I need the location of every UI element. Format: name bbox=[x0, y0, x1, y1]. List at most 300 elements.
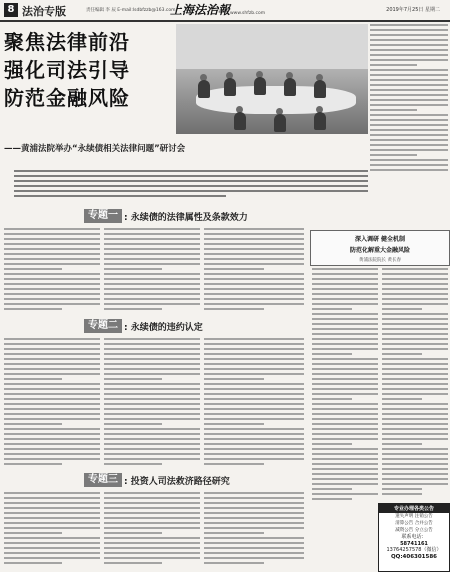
text-line bbox=[14, 190, 368, 192]
ad-qq: QQ:406301586 bbox=[391, 554, 437, 560]
text-line bbox=[204, 243, 304, 245]
sidebar-body-column bbox=[382, 268, 448, 500]
text-line bbox=[104, 527, 200, 529]
text-line bbox=[382, 333, 448, 335]
text-line bbox=[312, 458, 378, 460]
text-line bbox=[312, 303, 378, 305]
text-line bbox=[382, 448, 448, 450]
text-line bbox=[4, 512, 100, 514]
text-line bbox=[312, 498, 352, 500]
subheadline: ——黄浦法院举办“永续债相关法律问题”研讨会 bbox=[4, 144, 186, 154]
text-line bbox=[204, 562, 264, 564]
text-line bbox=[104, 448, 200, 450]
text-line bbox=[382, 353, 422, 355]
text-line bbox=[4, 542, 100, 544]
text-line bbox=[104, 398, 200, 400]
text-line bbox=[4, 507, 100, 509]
text-line bbox=[312, 378, 378, 380]
ad-line-1: 遗失声明 注销公告 bbox=[395, 514, 433, 519]
text-line bbox=[104, 343, 200, 345]
text-line bbox=[312, 353, 352, 355]
text-line bbox=[4, 233, 100, 235]
text-line bbox=[204, 378, 264, 380]
text-line bbox=[104, 388, 200, 390]
text-line bbox=[370, 44, 448, 46]
text-line bbox=[312, 438, 378, 440]
text-line bbox=[4, 443, 100, 445]
newspaper-name: 上海法治報 bbox=[170, 3, 231, 17]
text-line bbox=[382, 273, 448, 275]
text-line bbox=[4, 348, 100, 350]
text-line bbox=[104, 278, 200, 280]
text-line bbox=[204, 458, 304, 460]
text-line bbox=[382, 398, 422, 400]
text-line bbox=[370, 114, 448, 116]
text-line bbox=[4, 243, 100, 245]
text-line bbox=[382, 393, 448, 395]
topic-2-title: : 永续债的违约认定 bbox=[124, 322, 203, 333]
sidebar-title: 深入调研 健全机制 bbox=[354, 236, 406, 243]
text-line bbox=[382, 423, 448, 425]
text-line bbox=[104, 348, 200, 350]
text-line bbox=[204, 507, 304, 509]
meeting-photo bbox=[176, 24, 368, 134]
text-line bbox=[370, 104, 448, 106]
text-line bbox=[312, 403, 378, 405]
text-line bbox=[104, 522, 200, 524]
text-line bbox=[4, 253, 100, 255]
text-line bbox=[204, 492, 304, 494]
text-line bbox=[4, 338, 100, 340]
text-line bbox=[204, 248, 304, 250]
text-line bbox=[4, 308, 62, 310]
text-line bbox=[104, 288, 200, 290]
issue-date: 2019年7月25日 星期二 bbox=[386, 7, 440, 13]
text-line bbox=[4, 293, 100, 295]
text-line bbox=[312, 268, 378, 270]
text-line bbox=[4, 428, 100, 430]
text-line bbox=[204, 522, 304, 524]
text-line bbox=[204, 517, 304, 519]
text-line bbox=[312, 488, 352, 490]
text-line bbox=[4, 547, 100, 549]
text-line bbox=[312, 388, 378, 390]
text-line bbox=[370, 24, 448, 26]
text-line bbox=[104, 507, 200, 509]
text-line bbox=[104, 243, 200, 245]
text-line bbox=[4, 298, 100, 300]
text-line bbox=[382, 488, 422, 490]
text-line bbox=[370, 39, 448, 41]
text-line bbox=[312, 343, 378, 345]
text-line bbox=[370, 69, 448, 71]
text-line bbox=[370, 169, 448, 171]
text-line bbox=[4, 353, 100, 355]
text-line bbox=[104, 378, 162, 380]
text-line bbox=[204, 253, 304, 255]
text-line bbox=[104, 552, 200, 554]
text-line bbox=[204, 233, 304, 235]
text-line bbox=[4, 463, 62, 465]
text-line bbox=[204, 363, 304, 365]
text-line bbox=[382, 308, 422, 310]
text-line bbox=[104, 233, 200, 235]
text-line bbox=[382, 478, 448, 480]
sidebar-article bbox=[310, 230, 450, 266]
text-line bbox=[4, 448, 100, 450]
text-line bbox=[104, 393, 200, 395]
text-line bbox=[104, 228, 200, 230]
text-line bbox=[312, 313, 378, 315]
text-line bbox=[382, 368, 448, 370]
text-line bbox=[312, 423, 378, 425]
text-line bbox=[4, 288, 100, 290]
text-line bbox=[104, 383, 200, 385]
text-line bbox=[312, 323, 378, 325]
text-line bbox=[382, 458, 448, 460]
text-line bbox=[204, 383, 304, 385]
text-line bbox=[4, 413, 100, 415]
headline-line-3: 防范金融风险 bbox=[4, 86, 130, 110]
sidebar-body-column bbox=[312, 268, 378, 504]
text-line bbox=[104, 368, 200, 370]
text-line bbox=[382, 413, 448, 415]
text-line bbox=[4, 522, 100, 524]
text-line bbox=[104, 562, 162, 564]
text-line bbox=[312, 273, 378, 275]
body-column bbox=[204, 338, 304, 468]
text-line bbox=[312, 473, 378, 475]
text-line bbox=[312, 383, 378, 385]
text-line bbox=[104, 428, 200, 430]
text-line bbox=[204, 268, 264, 270]
text-line bbox=[104, 453, 200, 455]
text-line bbox=[204, 497, 304, 499]
text-line bbox=[4, 517, 100, 519]
text-line bbox=[382, 363, 448, 365]
body-column bbox=[4, 228, 100, 316]
text-line bbox=[312, 393, 378, 395]
text-line bbox=[104, 517, 200, 519]
text-line bbox=[312, 408, 378, 410]
text-line bbox=[14, 195, 226, 197]
text-line bbox=[204, 303, 304, 305]
text-line bbox=[370, 89, 448, 91]
topic-1-label: 专题一 bbox=[84, 209, 122, 223]
headline-line-2: 强化司法引导 bbox=[4, 58, 130, 82]
text-line bbox=[4, 363, 100, 365]
text-line bbox=[370, 34, 448, 36]
text-line bbox=[4, 383, 100, 385]
text-line bbox=[204, 398, 304, 400]
text-line bbox=[204, 502, 304, 504]
text-line bbox=[382, 403, 448, 405]
text-line bbox=[370, 119, 448, 121]
text-line bbox=[204, 438, 304, 440]
text-line bbox=[370, 64, 417, 66]
text-line bbox=[204, 293, 304, 295]
text-line bbox=[4, 278, 100, 280]
text-line bbox=[104, 403, 200, 405]
text-line bbox=[204, 557, 304, 559]
text-line bbox=[104, 502, 200, 504]
body-column bbox=[204, 228, 304, 316]
text-line bbox=[104, 338, 200, 340]
text-line bbox=[382, 463, 448, 465]
text-line bbox=[204, 408, 304, 410]
text-line bbox=[370, 99, 448, 101]
text-line bbox=[104, 293, 200, 295]
text-line bbox=[4, 283, 100, 285]
text-line bbox=[104, 547, 200, 549]
text-line bbox=[204, 308, 264, 310]
headline-line-1: 聚焦法律前沿 bbox=[4, 30, 130, 54]
text-line bbox=[382, 493, 422, 495]
text-line bbox=[4, 438, 100, 440]
text-line bbox=[104, 308, 162, 310]
text-line bbox=[370, 109, 417, 111]
photo-wall bbox=[176, 24, 368, 69]
ad-line-3: 减资公告 分立公告 bbox=[395, 528, 433, 533]
text-line bbox=[4, 527, 100, 529]
masthead bbox=[0, 0, 450, 22]
text-line bbox=[4, 552, 100, 554]
text-line bbox=[4, 378, 62, 380]
text-line bbox=[204, 532, 264, 534]
lead-paragraph bbox=[14, 170, 368, 200]
text-line bbox=[104, 512, 200, 514]
text-line bbox=[104, 298, 200, 300]
text-line bbox=[4, 373, 100, 375]
text-line bbox=[14, 175, 368, 177]
text-line bbox=[312, 368, 378, 370]
text-line bbox=[382, 433, 448, 435]
text-line bbox=[104, 433, 200, 435]
text-line bbox=[104, 418, 200, 420]
text-line bbox=[104, 258, 200, 260]
text-line bbox=[4, 273, 100, 275]
text-line bbox=[4, 408, 100, 410]
text-line bbox=[14, 185, 368, 187]
text-line bbox=[4, 453, 100, 455]
text-line bbox=[370, 49, 448, 51]
text-line bbox=[14, 180, 368, 182]
text-line bbox=[312, 278, 378, 280]
text-line bbox=[370, 94, 448, 96]
text-line bbox=[104, 423, 162, 425]
text-line bbox=[312, 478, 378, 480]
text-line bbox=[312, 418, 378, 420]
text-line bbox=[370, 29, 448, 31]
photo-person bbox=[224, 78, 236, 96]
text-line bbox=[382, 298, 448, 300]
photo-person bbox=[274, 114, 286, 132]
text-line bbox=[312, 433, 378, 435]
text-line bbox=[312, 413, 378, 415]
text-line bbox=[104, 248, 200, 250]
text-line bbox=[4, 423, 62, 425]
text-line bbox=[382, 373, 448, 375]
text-line bbox=[204, 338, 304, 340]
text-line bbox=[312, 468, 378, 470]
text-line bbox=[312, 298, 378, 300]
text-line bbox=[204, 228, 304, 230]
text-line bbox=[204, 428, 304, 430]
text-line bbox=[104, 353, 200, 355]
text-line bbox=[204, 368, 304, 370]
page-number-badge: 8 bbox=[4, 3, 18, 17]
text-line bbox=[104, 263, 200, 265]
text-line bbox=[312, 308, 352, 310]
text-line bbox=[312, 348, 378, 350]
text-line bbox=[4, 403, 100, 405]
text-line bbox=[204, 413, 304, 415]
text-line bbox=[312, 493, 378, 495]
topic-3-title: : 投资人司法救济路径研究 bbox=[124, 476, 230, 487]
text-line bbox=[4, 458, 100, 460]
text-line bbox=[382, 313, 448, 315]
text-line bbox=[4, 492, 100, 494]
text-line bbox=[204, 448, 304, 450]
text-line bbox=[382, 473, 448, 475]
editor-credits: 责任编辑 李 辰 E-mail:lsdbfzzb@163.com bbox=[86, 8, 176, 13]
text-line bbox=[382, 358, 448, 360]
text-line bbox=[104, 363, 200, 365]
newspaper-url: www.shfzb.com bbox=[230, 11, 266, 16]
text-line bbox=[312, 448, 378, 450]
text-line bbox=[204, 393, 304, 395]
text-line bbox=[204, 453, 304, 455]
text-line bbox=[204, 527, 304, 529]
text-line bbox=[104, 358, 200, 360]
text-line bbox=[382, 323, 448, 325]
photo-person bbox=[314, 112, 326, 130]
topic-1-heading bbox=[84, 208, 248, 224]
text-line bbox=[104, 253, 200, 255]
sidebar-author: 黄浦法院院长 黄长春 bbox=[359, 258, 401, 263]
text-line bbox=[382, 443, 422, 445]
text-line bbox=[382, 428, 448, 430]
text-line bbox=[204, 542, 304, 544]
text-line bbox=[4, 433, 100, 435]
text-line bbox=[204, 348, 304, 350]
text-line bbox=[370, 79, 448, 81]
text-line bbox=[204, 552, 304, 554]
text-line bbox=[312, 483, 378, 485]
text-line bbox=[204, 238, 304, 240]
headline bbox=[4, 28, 172, 112]
text-line bbox=[312, 443, 352, 445]
text-line bbox=[4, 532, 62, 534]
ad-title: 专业办理各类公告 bbox=[379, 504, 449, 513]
text-line bbox=[204, 288, 304, 290]
photo-person bbox=[314, 80, 326, 98]
body-column bbox=[4, 338, 100, 468]
topic-1-title: : 永续债的法律属性及条款效力 bbox=[124, 212, 248, 223]
text-line bbox=[204, 512, 304, 514]
text-line bbox=[370, 154, 417, 156]
topic-2-label: 专题二 bbox=[84, 319, 122, 333]
text-line bbox=[4, 248, 100, 250]
text-line bbox=[4, 497, 100, 499]
body-column bbox=[104, 228, 200, 316]
text-line bbox=[4, 268, 62, 270]
text-line bbox=[4, 263, 100, 265]
text-line bbox=[104, 408, 200, 410]
text-line bbox=[204, 263, 304, 265]
text-line bbox=[382, 328, 448, 330]
text-line bbox=[204, 433, 304, 435]
text-line bbox=[312, 358, 378, 360]
text-line bbox=[312, 363, 378, 365]
text-line bbox=[204, 278, 304, 280]
text-line bbox=[204, 258, 304, 260]
photo-person bbox=[198, 80, 210, 98]
text-line bbox=[104, 268, 162, 270]
text-line bbox=[204, 343, 304, 345]
text-line bbox=[14, 170, 368, 172]
text-line bbox=[382, 408, 448, 410]
text-line bbox=[382, 418, 448, 420]
text-line bbox=[4, 228, 100, 230]
text-line bbox=[204, 358, 304, 360]
ad-phone-2: 13764257578（微信） bbox=[386, 547, 442, 553]
photo-person bbox=[234, 112, 246, 130]
text-line bbox=[4, 398, 100, 400]
text-line bbox=[104, 283, 200, 285]
text-line bbox=[4, 562, 62, 564]
text-line bbox=[312, 428, 378, 430]
text-line bbox=[4, 388, 100, 390]
text-line bbox=[104, 443, 200, 445]
text-line bbox=[370, 54, 448, 56]
text-line bbox=[370, 149, 448, 151]
text-line bbox=[204, 443, 304, 445]
text-line bbox=[104, 492, 200, 494]
text-line bbox=[370, 134, 448, 136]
text-line bbox=[382, 278, 448, 280]
text-line bbox=[312, 328, 378, 330]
text-line bbox=[104, 532, 162, 534]
text-line bbox=[104, 542, 200, 544]
text-line bbox=[312, 318, 378, 320]
text-line bbox=[204, 403, 304, 405]
text-line bbox=[382, 483, 448, 485]
text-line bbox=[382, 268, 448, 270]
photo-person bbox=[254, 77, 266, 95]
body-text-lines bbox=[370, 24, 448, 171]
body-column bbox=[4, 492, 100, 570]
body-column bbox=[204, 492, 304, 570]
text-line bbox=[382, 283, 448, 285]
text-line bbox=[4, 343, 100, 345]
text-line bbox=[312, 333, 378, 335]
text-line bbox=[204, 547, 304, 549]
text-line bbox=[312, 398, 352, 400]
text-line bbox=[104, 303, 200, 305]
text-line bbox=[312, 453, 378, 455]
text-line bbox=[204, 283, 304, 285]
text-line bbox=[382, 468, 448, 470]
text-line bbox=[382, 388, 448, 390]
text-line bbox=[382, 288, 448, 290]
text-line bbox=[4, 358, 100, 360]
text-line bbox=[382, 348, 448, 350]
text-line bbox=[312, 293, 378, 295]
text-line bbox=[104, 537, 200, 539]
text-line bbox=[370, 144, 448, 146]
text-line bbox=[382, 378, 448, 380]
